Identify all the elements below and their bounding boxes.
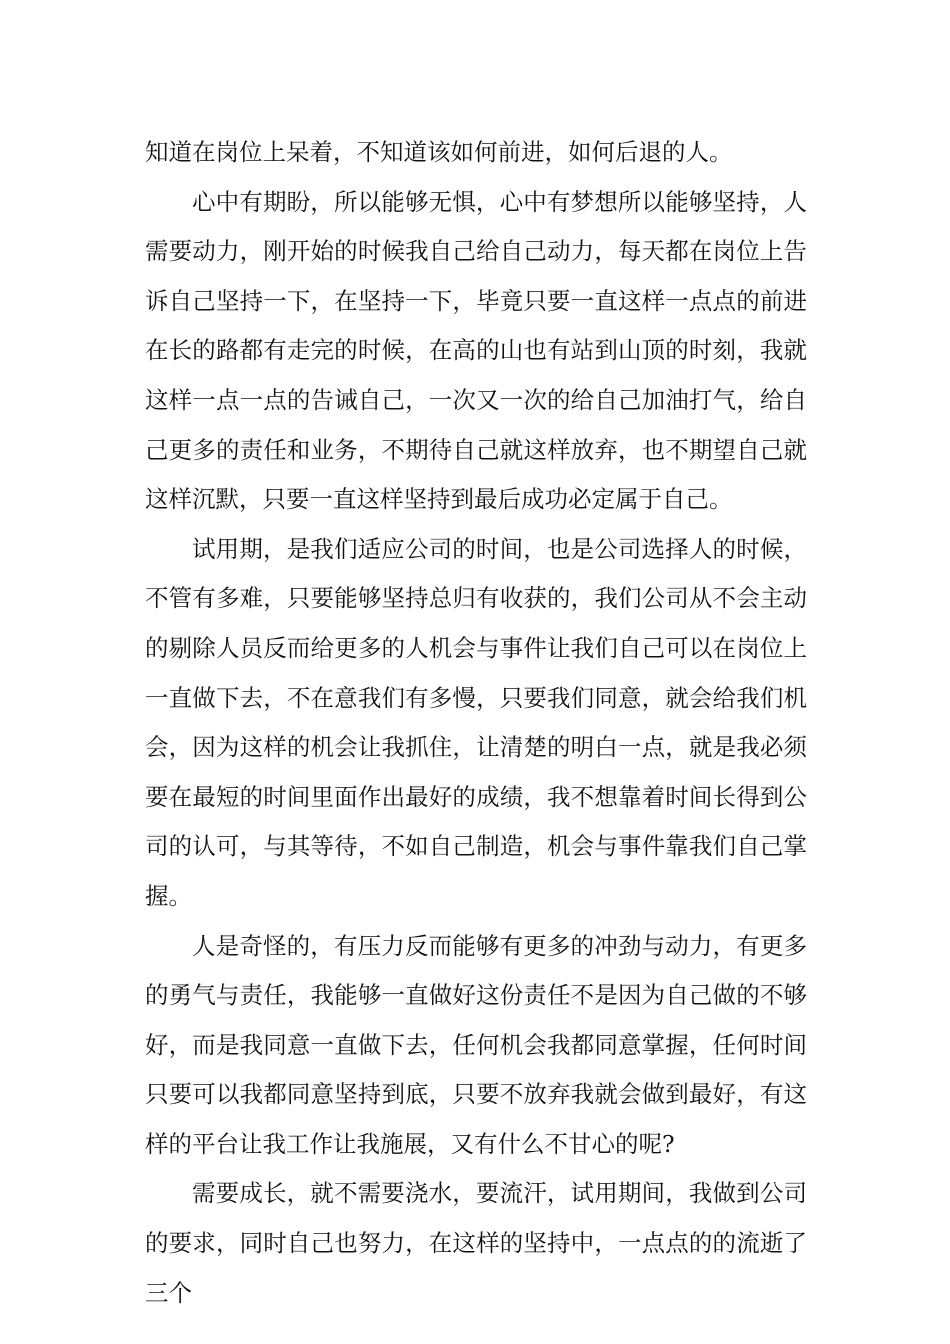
paragraph: 试用期，是我们适应公司的时间，也是公司选择人的时候，不管有多难，只要能够坚持总归有收获的，我们公司从不会主动的剔除人员反而给更多的人机会与事件让我们自己可以在岗位上一直做下去，不在意我们有多慢，只要我们同意，就会给我们机会，因为这样的机会让我抓住，让清楚的明白一点，就是我必须要在最短的时间里面作出最好的成绩，我不想靠着时间长得到公司的认可，与其等待，不如自己制造，机会与事件靠我们自己掌握。 bbox=[145, 534, 807, 910]
document-body bbox=[145, 128, 807, 1318]
paragraph-continuation: 知道在岗位上呆着，不知道该如何前进，如何后退的人。 bbox=[145, 138, 733, 166]
paragraph: 心中有期盼，所以能够无惧，心中有梦想所以能够坚持，人需要动力，刚开始的时候我自己给自己动力，每天都在岗位上告诉自己坚持一下，在坚持一下，毕竟只要一直这样一点点的前进在长的路都有走完的时候，在高的山也有站到山顶的时刻，我就这样一点一点的告诫自己，一次又一次的给自己加油打气，给自己更多的责任和业务，不期待自己就这样放弃，也不期望自己就这样沉默，只要一直这样坚持到最后成功必定属于自己。 bbox=[145, 187, 807, 514]
paragraph: 需要成长，就不需要浇水，要流汗，试用期间，我做到公司的要求，同时自己也努力，在这样的坚持中，一点点的的流逝了三个 bbox=[145, 1179, 807, 1307]
paragraph: 人是奇怪的，有压力反而能够有更多的冲劲与动力，有更多的勇气与责任，我能够一直做好这份责任不是因为自己做的不够好，而是我同意一直做下去，任何机会我都同意掌握，任何时间只要可以我都同意坚持到底，只要不放弃我就会做到最好，有这样的平台让我工作让我施展，又有什么不甘心的呢? bbox=[145, 931, 807, 1158]
